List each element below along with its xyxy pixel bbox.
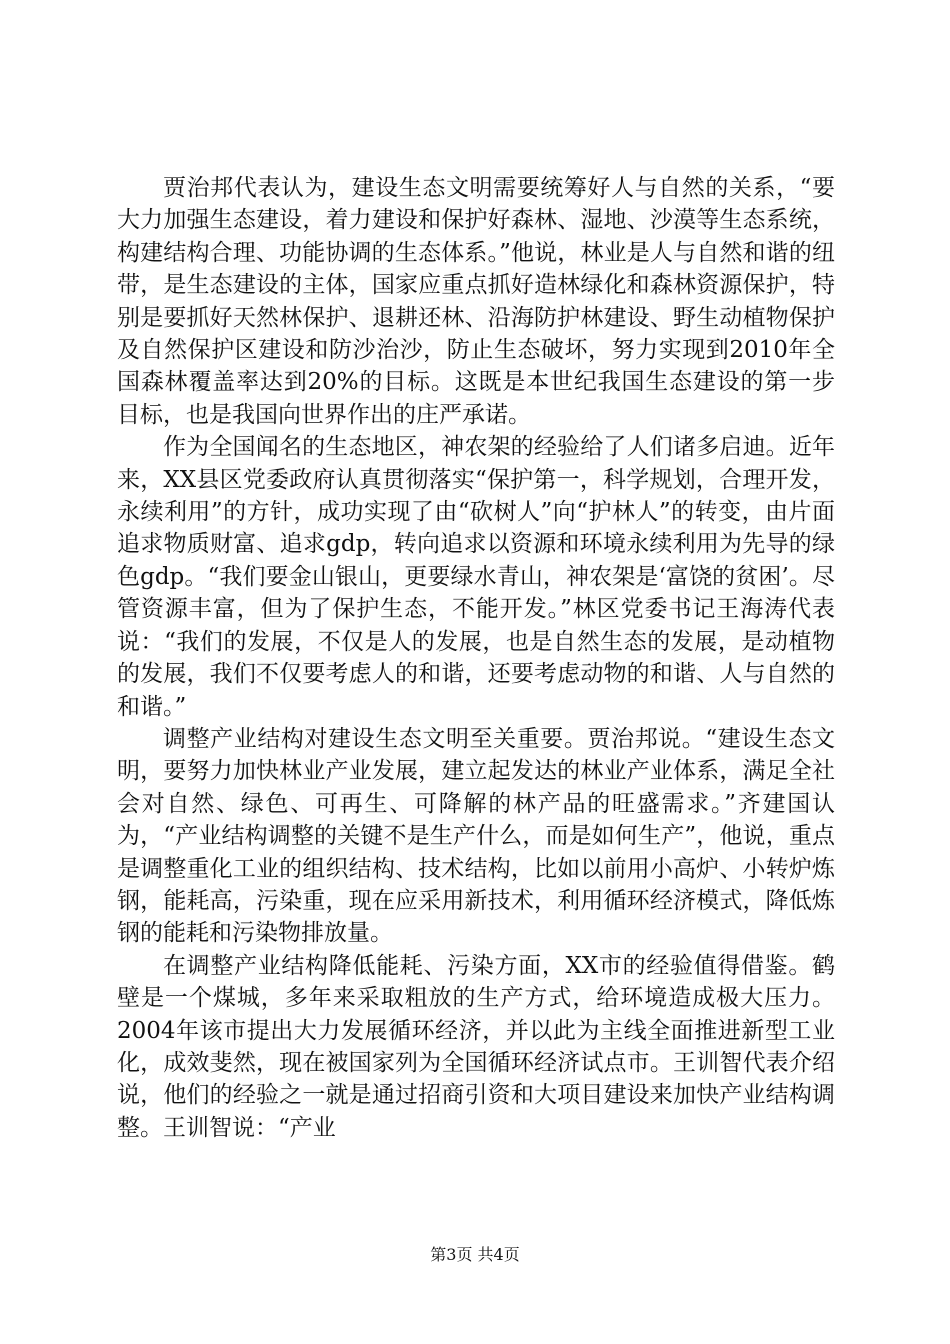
document-body — [117, 172, 835, 1144]
paragraph-2: 作为全国闻名的生态地区，神农架的经验给了人们诸多启迪。近年来，XX县区党委政府认真贯彻落实“保护第一，科学规划，合理开发，永续利用”的方针，成功实现了由“砍树人”向“护林人”的转变，由片面追求物质财富、追求gdp，转向追求以资源和环境永续利用为先导的绿色gdp。“我们要金山银山，更要绿水青山，神农架是‘富饶的贫困’。尽管资源丰富，但为了保护生态，不能开发。”林区党委书记王海涛代表说：“我们的发展，不仅是人的发展，也是自然生态的发展，是动植物的发展，我们不仅要考虑人的和谐，还要考虑动物的和谐、人与自然的和谐。” — [117, 434, 835, 720]
paragraph-4: 在调整产业结构降低能耗、污染方面，XX市的经验值得借鉴。鹤壁是一个煤城，多年来采取粗放的生产方式，给环境造成极大压力。2004年该市提出大力发展循环经济，并以此为主线全面推进新型工业化，成效斐然，现在被国家列为全国循环经济试点市。王训智代表介绍说，他们的经验之一就是通过招商引资和大项目建设来加快产业结构调整。王训智说：“产业 — [117, 952, 835, 1141]
paragraph-1: 贾治邦代表认为，建设生态文明需要统筹好人与自然的关系，“要大力加强生态建设，着力建设和保护好森林、湿地、沙漠等生态系统，构建结构合理、功能协调的生态体系。”他说，林业是人与自然和谐的纽带，是生态建设的主体，国家应重点抓好造林绿化和森林资源保护，特别是要抓好天然林保护、退耕还林、沿海防护林建设、野生动植物保护及自然保护区建设和防沙治沙，防止生态破坏，努力实现到2010年全国森林覆盖率达到20%的目标。这既是本世纪我国生态建设的第一步目标，也是我国向世界作出的庄严承诺。 — [117, 175, 835, 428]
paragraph-3: 调整产业结构对建设生态文明至关重要。贾治邦说。“建设生态文明，要努力加快林业产业发展，建立起发达的林业产业体系，满足全社会对自然、绿色、可再生、可降解的林产品的旺盛需求。”齐建国认为，“产业结构调整的关键不是生产什么，而是如何生产”，他说，重点是调整重化工业的组织结构、技术结构，比如以前用小高炉、小转炉炼钢，能耗高，污染重，现在应采用新技术，利用循环经济模式，降低炼钢的能耗和污染物排放量。 — [117, 725, 835, 947]
page-number-footer: 第3页 共4页 — [430, 1245, 520, 1264]
